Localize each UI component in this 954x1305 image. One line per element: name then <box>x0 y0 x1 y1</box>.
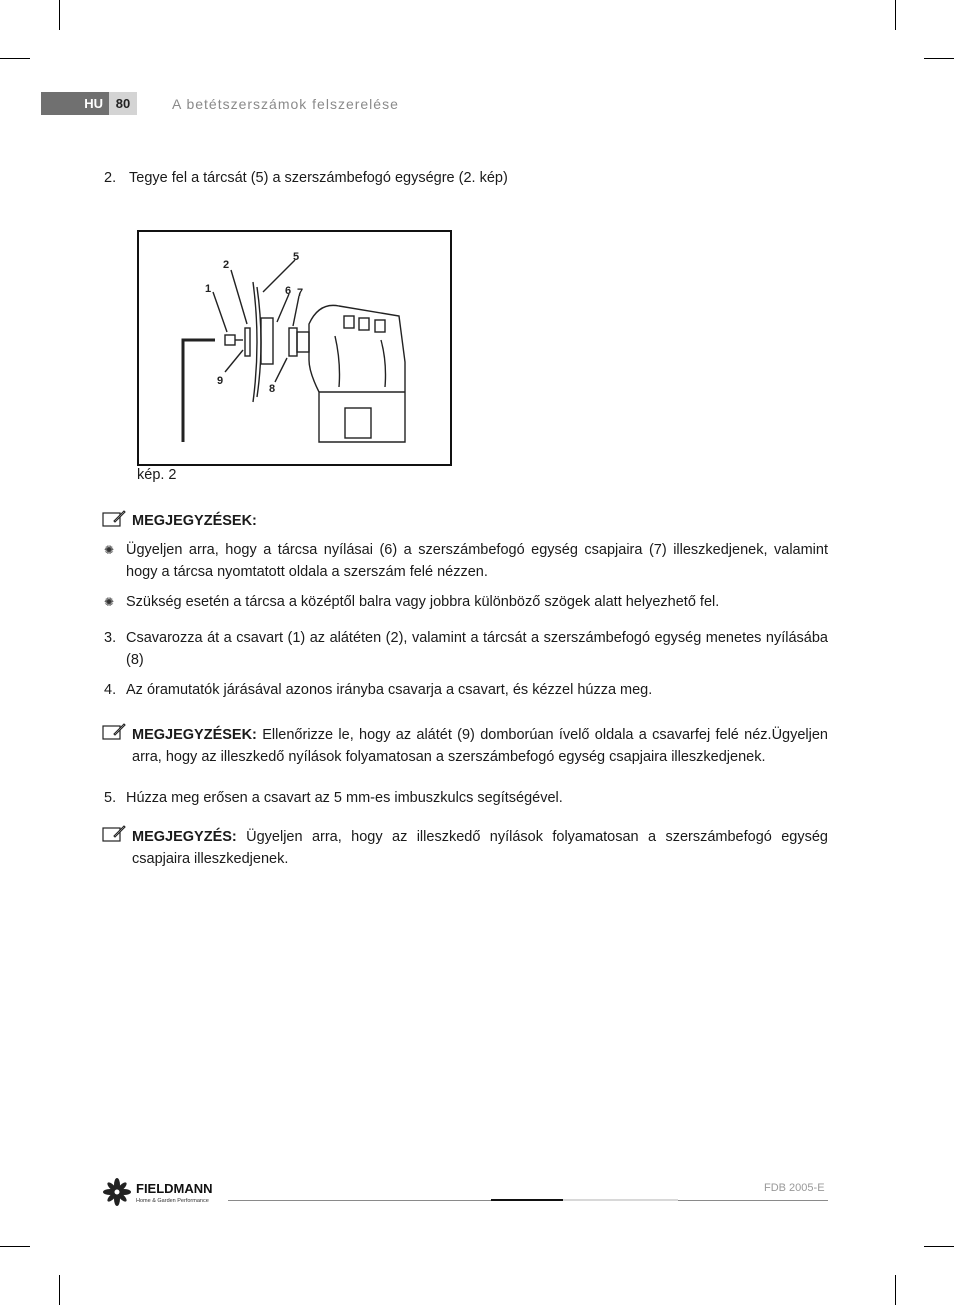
crop-mark <box>895 0 896 30</box>
note-bullet: Ügyeljen arra, hogy a tárcsa nyílásai (6) a szerszámbefogó egység csapjaira (7) illeszkedjenek, valamint hogy a tárcsa nyomtatott oldala a szerszám felé nézzen. <box>126 542 828 580</box>
note-text: Ügyeljen arra, hogy az illeszkedő nyílások folyamatosan a szerszámbefogó egység csapjaira illeszkedjenek. <box>132 829 828 867</box>
screw <box>225 335 235 345</box>
flange <box>289 328 297 356</box>
crop-mark <box>59 1275 60 1305</box>
figure-2 <box>137 230 452 466</box>
note-text: Ellenőrizze le, hogy az alátét (9) domborúan ívelő oldala a csavarfej felé néz.Ügyeljen arra, hogy az illeszkedő nyílások folyamatosan a szerszámbefogó egység csapjaira illeszkedjenek. <box>132 727 828 765</box>
crop-mark <box>0 58 30 59</box>
crop-mark <box>924 58 954 59</box>
label-7: 7 <box>297 287 304 299</box>
model-code: FDB 2005-E <box>764 1182 825 1194</box>
label-1: 1 <box>205 283 212 295</box>
step-text: Az óramutatók járásával azonos irányba csavarja a csavart, és kézzel húzza meg. <box>126 682 653 698</box>
hex-key <box>183 340 215 442</box>
brand-tagline: Home & Garden Performance <box>136 1198 209 1204</box>
note-paragraph <box>132 724 828 768</box>
note-pencil-icon <box>102 510 126 528</box>
gear-bullet-icon: ✺ <box>104 543 115 557</box>
footer-divider <box>491 1199 563 1201</box>
section-title: A betétszerszámok felszerelése <box>172 96 399 112</box>
label-8: 8 <box>269 383 276 395</box>
step-number: 4. <box>104 682 117 698</box>
note-title: MEGJEGYZÉS: <box>132 829 237 845</box>
footer-divider <box>563 1199 678 1201</box>
note-paragraph <box>132 826 828 870</box>
tool-body <box>309 305 405 442</box>
step-text: Húzza meg erősen a csavart az 5 mm-es imbuszkulcs segítségével. <box>126 790 563 806</box>
fieldmann-logo <box>103 1177 228 1214</box>
label-6: 6 <box>285 285 292 297</box>
footer-divider <box>228 1200 491 1201</box>
tool-assembly-illustration <box>139 232 450 464</box>
crop-mark <box>924 1246 954 1247</box>
note-bullet: Szükség esetén a tárcsa a középtől balra vagy jobbra különböző szögek alatt helyezhető fel. <box>126 594 720 610</box>
note-title: MEGJEGYZÉSEK: <box>132 513 257 529</box>
crop-mark <box>0 1246 30 1247</box>
washer <box>245 328 250 356</box>
gear-bullet-icon: ✺ <box>104 595 115 609</box>
disc <box>253 282 257 402</box>
label-2: 2 <box>223 259 230 271</box>
step-number: 2. <box>104 170 117 186</box>
page-number: 80 <box>109 92 137 115</box>
step-number: 5. <box>104 790 117 806</box>
label-5: 5 <box>293 251 300 263</box>
step-text: Tegye fel a tárcsát (5) a szerszámbefogó egységre (2. kép) <box>129 170 508 186</box>
crop-mark <box>59 0 60 30</box>
note-title: MEGJEGYZÉSEK: <box>132 727 257 743</box>
step-number: 3. <box>104 630 117 646</box>
flower-logo-icon <box>103 1178 131 1206</box>
disc-hub <box>261 318 273 364</box>
language-badge: HU <box>41 92 109 115</box>
note-pencil-icon <box>102 825 126 843</box>
crop-mark <box>895 1275 896 1305</box>
label-9: 9 <box>217 375 224 387</box>
brand-name: FIELDMANN <box>136 1181 213 1196</box>
figure-caption: kép. 2 <box>137 467 177 483</box>
step-text: Csavarozza át a csavart (1) az alátéten (2), valamint a tárcsát a szerszámbefogó egység menetes nyílásába (8) <box>126 630 828 668</box>
footer-divider <box>678 1200 828 1201</box>
note-pencil-icon <box>102 723 126 741</box>
